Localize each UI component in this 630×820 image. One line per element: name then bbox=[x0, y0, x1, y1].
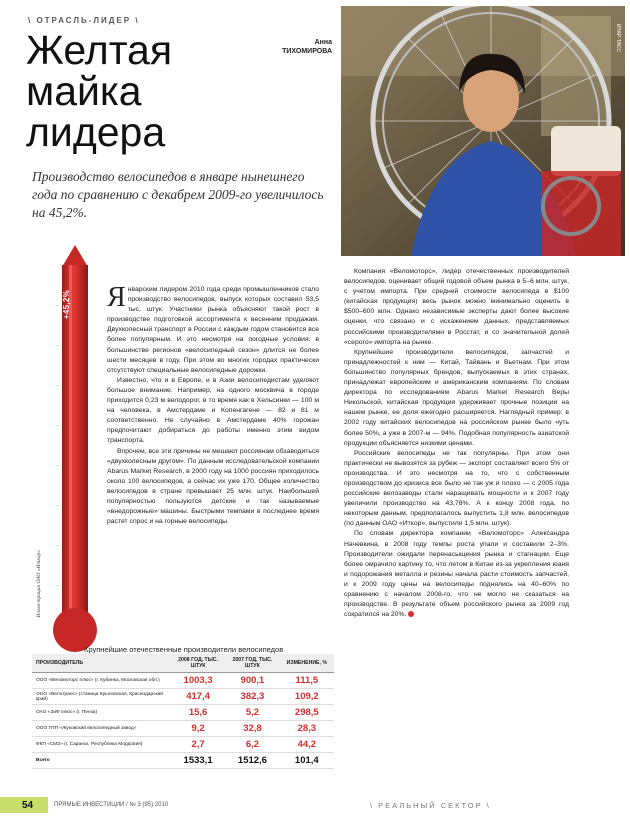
table-row bbox=[32, 673, 334, 689]
lead-paragraph: Производство велосипедов в январе нынешнего года по сравнению с декабрем 2009-го увеличилось на 45,2%. bbox=[32, 169, 324, 220]
producers-table bbox=[32, 654, 334, 769]
value-2007: 900,1 bbox=[225, 673, 279, 689]
table-header-row bbox=[32, 654, 334, 673]
value-change: 44,2 bbox=[280, 737, 334, 753]
table-total-row bbox=[32, 753, 334, 769]
paragraph: Известно, что и в Европе, и в Азии велосипедистам уделяют большое внимание. Например, на одного москвича в городе приходится 0,23 м велодорог, в то время как в Хельсинки — 100 м на человека, в Амстердаме и Копенгагене — 82 и 81 м соответственно. Не случайно в Амстердаме 40% горожан предпочитают добираться до работы именно этим видом транспорта. bbox=[107, 376, 319, 445]
thermometer-icon bbox=[52, 245, 98, 655]
thermometer-illustration bbox=[52, 245, 98, 655]
value-2007: 382,3 bbox=[225, 689, 279, 705]
producer-name: ООО «Велотранс» (станица Крыловская, Краснодарский край) bbox=[32, 689, 171, 705]
table-row bbox=[32, 737, 334, 753]
column-header: 2008 ГОД, ТЫС. ШТУК bbox=[171, 654, 225, 673]
magazine-info: ПРЯМЫЕ ИНВЕСТИЦИИ / № 3 (95) 2010 bbox=[54, 802, 169, 808]
illustration-credit: Иллюстрация ОАО «Иткор» bbox=[36, 550, 42, 618]
paragraph: Российские велосипеды не так популярны. При этом они практически не вывозятся за рубеж — экспорт составляет всего 5% от производства. И это несмотря на то, что с собственным производством до кризиса все было не так уж и плохо — с 2005 года российские велозаводы стали наращивать мощности и к 2007 году увеличили производство на 43,78%. А к концу 2008 года, по некоторым данным, предполагалось выпустить 1,8 млн. велосипедов (по данным ОАО «Иткор», выпустили 1,5 млн. штук). bbox=[344, 449, 569, 528]
value-2008: 15,6 bbox=[171, 705, 225, 721]
value-change: 28,3 bbox=[280, 721, 334, 737]
value-2008: 2,7 bbox=[171, 737, 225, 753]
photo bbox=[341, 6, 625, 256]
producer-name: ФКП «СМЗ» (г. Саранск, Республика Мордовия) bbox=[32, 737, 171, 753]
table-row bbox=[32, 705, 334, 721]
value-change: 111,5 bbox=[280, 673, 334, 689]
value-change: 298,5 bbox=[280, 705, 334, 721]
producer-name: ООО «Веломоторс плюс» (г. Кубинка, Московская обл.) bbox=[32, 673, 171, 689]
section-name: \ РЕАЛЬНЫЙ СЕКТОР \ bbox=[370, 801, 491, 810]
value-2008: 417,4 bbox=[171, 689, 225, 705]
bicycle-worker-photo bbox=[341, 6, 625, 256]
column-header: 2007 ГОД, ТЫС. ШТУК bbox=[225, 654, 279, 673]
value-2007: 32,8 bbox=[225, 721, 279, 737]
value-2007: 5,2 bbox=[225, 705, 279, 721]
value-2008: 1003,3 bbox=[171, 673, 225, 689]
photo-credit: ИТАР-ТАСС bbox=[615, 24, 621, 53]
column-header: ПРОИЗВОДИТЕЛЬ bbox=[32, 654, 171, 673]
value-change: 109,2 bbox=[280, 689, 334, 705]
table-row bbox=[32, 689, 334, 705]
column-header: ИЗМЕНЕНИЕ, % bbox=[280, 654, 334, 673]
paragraph: По словам директора компании «Веломоторс» Александра Начевкина, в 2008 году темпы роста упали и составили 2–3%. Производители ожидали перенасыщения рынка и стагнации. Еще более омрачило картину то, что летом в Китае из-за укрепления юаня и подорожания металла и резины начала расти стоимость запчастей, и к 2009 году цены на велосипеды поднялись на 40–60% по сравнению с началом 2008-го, что не могло не сказаться на производстве. В результате объем российского рынка за 2009 год сократился на 20%. bbox=[344, 530, 569, 619]
total-2008: 1533,1 bbox=[171, 753, 225, 769]
end-mark-icon bbox=[408, 611, 414, 617]
total-change: 101,4 bbox=[280, 753, 334, 769]
page-number: 54 bbox=[0, 797, 48, 813]
thermometer-label: +45,2% bbox=[62, 290, 71, 320]
total-2007: 1512,6 bbox=[225, 753, 279, 769]
paragraph: Впрочем, все эти причины не мешают россиянам обзаводиться «двухколесным другом». По данным исследовательской компании Abarus Market Research, в 2000 году на 1000 россиян приходилось около 100 велосипедов, а сейчас их уже 170. Общее количество велосипедов в стране превышает 25 млн. штук. Наибольшей популярностью пользуются детские и так называемые «внедорожные» машины. Быстрыми темпами в последнее время растет спрос и на горные велосипеды. bbox=[107, 447, 319, 526]
article-column-2 bbox=[344, 267, 569, 620]
drop-cap: Я bbox=[107, 282, 126, 313]
headline: Желтая майка лидера bbox=[26, 27, 173, 155]
producer-name: ООО ГПП «Жуковский велосипедный завод» bbox=[32, 721, 171, 737]
value-2008: 9,2 bbox=[171, 721, 225, 737]
table-row bbox=[32, 721, 334, 737]
table-caption: Крупнейшие отечественные производители велосипедов bbox=[84, 645, 284, 654]
paragraph: Компания «Веломоторс», лидер отечественных производителей велосипедов, оценивает общий годовой объем рынка в 5–6 млн. штук, с учетом импорта. При средней стоимости велосипеда в $100 (китайская продукция) весь рынок можно минимально оценить в $500–600 млн. Однако независимые эксперты дают более высокие оценки, что связано и с искажением данных, представляемых российскими производителями в Росстат, и со значительной долей «серого» импорта на рынке. bbox=[344, 268, 569, 346]
article-column-1 bbox=[107, 282, 319, 527]
rubric: \ ОТРАСЛЬ-ЛИДЕР \ bbox=[28, 16, 140, 25]
total-label: Всего bbox=[32, 753, 171, 769]
author: Анна ТИХОМИРОВА bbox=[282, 39, 332, 55]
value-2007: 6,2 bbox=[225, 737, 279, 753]
paragraph: Крупнейшие производители велосипедов, запчастей и принадлежностей к ним — Китай, Тайвань и Вьетнам. При этом большинство популярных брендов, выпускаемых в этих странах, принадлежат европейским и американским компаниям. По словам директора по исследованиям Abarus Market Research Веры Никольской, китайская продукция удерживает прочные позиции на нашем рынке, ее доля ежегодно расширяется. Наглядный пример: в 2002 году китайских велосипедов на российском рынке было чуть более 50%, а уже в 2007-м — 94%. Подобная популярность азиатской продукции объясняется низкими ценами. bbox=[344, 348, 569, 447]
producer-name: ОАО «ЗиФ плюс» (г. Пенза) bbox=[32, 705, 171, 721]
paragraph: Январским лидером 2010 года среди промышленников стало производство велосипедов, выпуск которых составил 53,5 тыс. штук. Участники рынка объясняют такой рост в производстве подготовкой ассортимента к весенним продажам. Двухколесный транспорт в России с каждым годом становится все более популярным. И это несмотря на погодные условия: в большинстве регионов «велосипедный сезон» длится не более шести месяцев в году. При этом во многих городах практически отсутствуют специальные велосипедные дорожки. bbox=[107, 282, 319, 374]
